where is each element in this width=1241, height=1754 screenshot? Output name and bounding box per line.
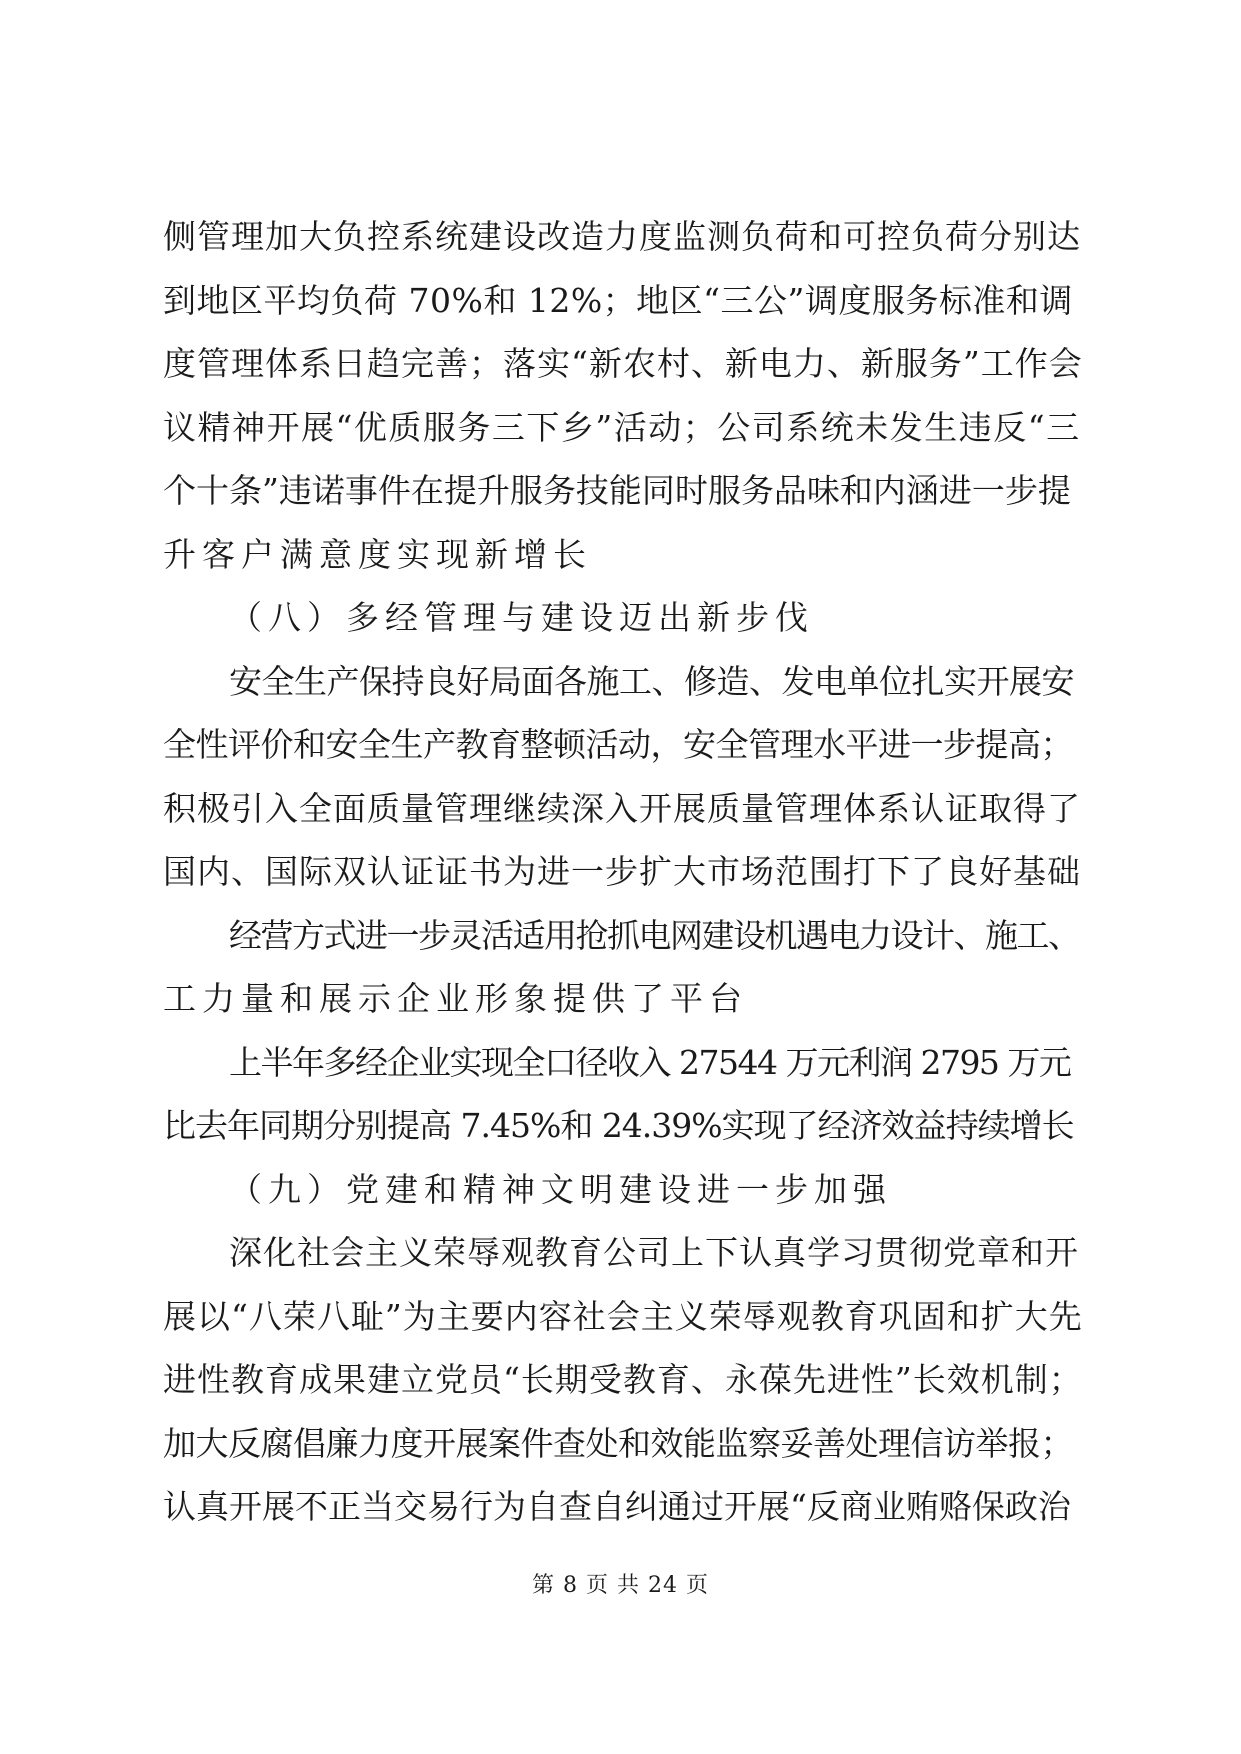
document-body	[163, 205, 1083, 1539]
text-line: 个十条”违诺事件在提升服务技能同时服务品味和内涵进一步提	[163, 471, 1071, 510]
text-line: 经营方式进一步灵活适用抢抓电网建设机遇电力设计、施工、	[229, 915, 1080, 955]
text-line: 升客户满意度实现新增长	[163, 534, 592, 574]
text-line: 度管理体系日趋完善；落实“新农村、新电力、新服务”工作会	[163, 344, 1083, 383]
text-line: 认真开展不正当交易行为自查自纠通过开展“反商业贿赂保政治	[163, 1487, 1071, 1526]
text-line: 比去年同期分别提高 7.45%和 24.39%实现了经济效益持续增长	[163, 1106, 1074, 1145]
text-line: 侧管理加大负控系统建设改造力度监测负荷和可控负荷分别达	[163, 217, 1081, 256]
page-footer: 第 8 页 共 24 页	[532, 1573, 709, 1598]
text-line: 加大反腐倡廉力度开展案件查处和效能监察妥善处理信访举报；	[163, 1423, 1073, 1463]
text-line: 到地区平均负荷 70%和 12%；地区“三公”调度服务标准和调	[163, 280, 1073, 320]
text-line: 深化社会主义荣辱观教育公司上下认真学习贯彻党章和开	[229, 1233, 1079, 1272]
text-line: 国内、国际双认证证书为进一步扩大市场范围打下了良好基础	[163, 852, 1081, 891]
text-line: 工力量和展示企业形象提供了平台	[163, 979, 748, 1018]
text-line: 安全生产保持良好局面各施工、修造、发电单位扎实开展安	[229, 661, 1074, 701]
text-line: 上半年多经企业实现全口径收入 27544 万元利润 2795 万元	[229, 1042, 1071, 1082]
text-line: 积极引入全面质量管理继续深入开展质量管理体系认证取得了	[163, 788, 1081, 828]
text-line: （八）多经管理与建设迈出新步伐	[229, 598, 814, 637]
text-line: 展以“八荣八耻”为主要内容社会主义荣辱观教育巩固和扩大先	[163, 1296, 1083, 1336]
text-line: 全性评价和安全生产教育整顿活动，安全管理水平进一步提高；	[163, 725, 1073, 764]
text-line: 进性教育成果建立党员“长期受教育、永葆先进性”长效机制；	[163, 1360, 1083, 1399]
text-line: （九）党建和精神文明建设进一步加强	[229, 1169, 892, 1209]
text-line: 议精神开展“优质服务三下乡”活动；公司系统未发生违反“三	[163, 407, 1081, 447]
